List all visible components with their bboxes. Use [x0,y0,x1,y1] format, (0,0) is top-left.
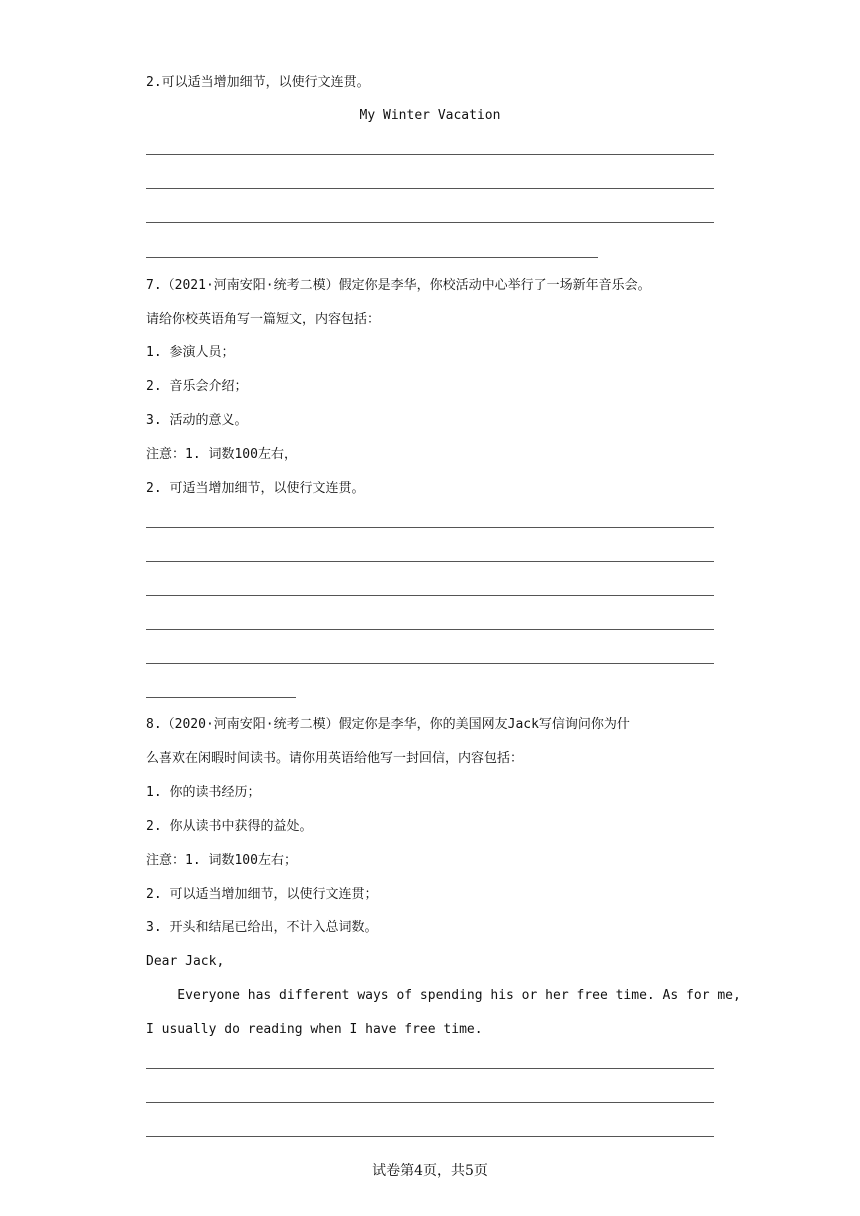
answer-line [146,697,296,698]
question-8-note: 2. 可以适当增加细节，以使行文连贯； [146,887,378,902]
answer-line [146,154,714,155]
answer-line [146,1136,714,1137]
question-8-stem: 么喜欢在闲暇时间读书。请你用英语给他写一封回信，内容包括： [146,751,524,766]
answer-line [146,527,714,528]
essay-title: My Winter Vacation [359,108,501,123]
answer-line [146,1102,714,1103]
answer-line [146,222,714,223]
question-8-item: 2. 你从读书中获得的益处。 [146,819,313,834]
question-7-note: 2. 可适当增加细节，以使行文连贯。 [146,481,365,496]
question-8-stem: 8.（2020·河南安阳·统考二模）假定你是李华，你的美国网友Jack写信询问你为什 [146,717,630,732]
question-7-item: 3. 活动的意义。 [146,413,248,428]
question-8-note: 3. 开头和结尾已给出，不计入总词数。 [146,920,378,935]
answer-line [146,257,598,258]
question-7-item: 1. 参演人员； [146,345,235,360]
letter-body: I usually do reading when I have free time. [146,1022,483,1037]
question-7-item: 2. 音乐会介绍； [146,379,248,394]
question-8-note: 注意：1. 词数100左右； [146,853,297,868]
question-7-note: 注意：1. 词数100左右， [146,447,297,462]
answer-line [146,188,714,189]
page-footer: 试卷第4页，共5页 [372,1163,488,1179]
question-7-stem: 7.（2021·河南安阳·统考二模）假定你是李华，你校活动中心举行了一场新年音乐会。 [146,278,651,293]
answer-line [146,1068,714,1069]
question-8-item: 1. 你的读书经历； [146,785,261,800]
question-7-stem: 请给你校英语角写一篇短文，内容包括： [146,312,381,327]
instruction-note: 2.可以适当增加细节，以使行文连贯。 [146,75,370,90]
answer-line [146,561,714,562]
answer-line [146,595,714,596]
letter-body: Everyone has different ways of spending his or her free time. As for me, [146,988,741,1003]
answer-line [146,663,714,664]
letter-greeting: Dear Jack, [146,954,225,969]
answer-line [146,629,714,630]
